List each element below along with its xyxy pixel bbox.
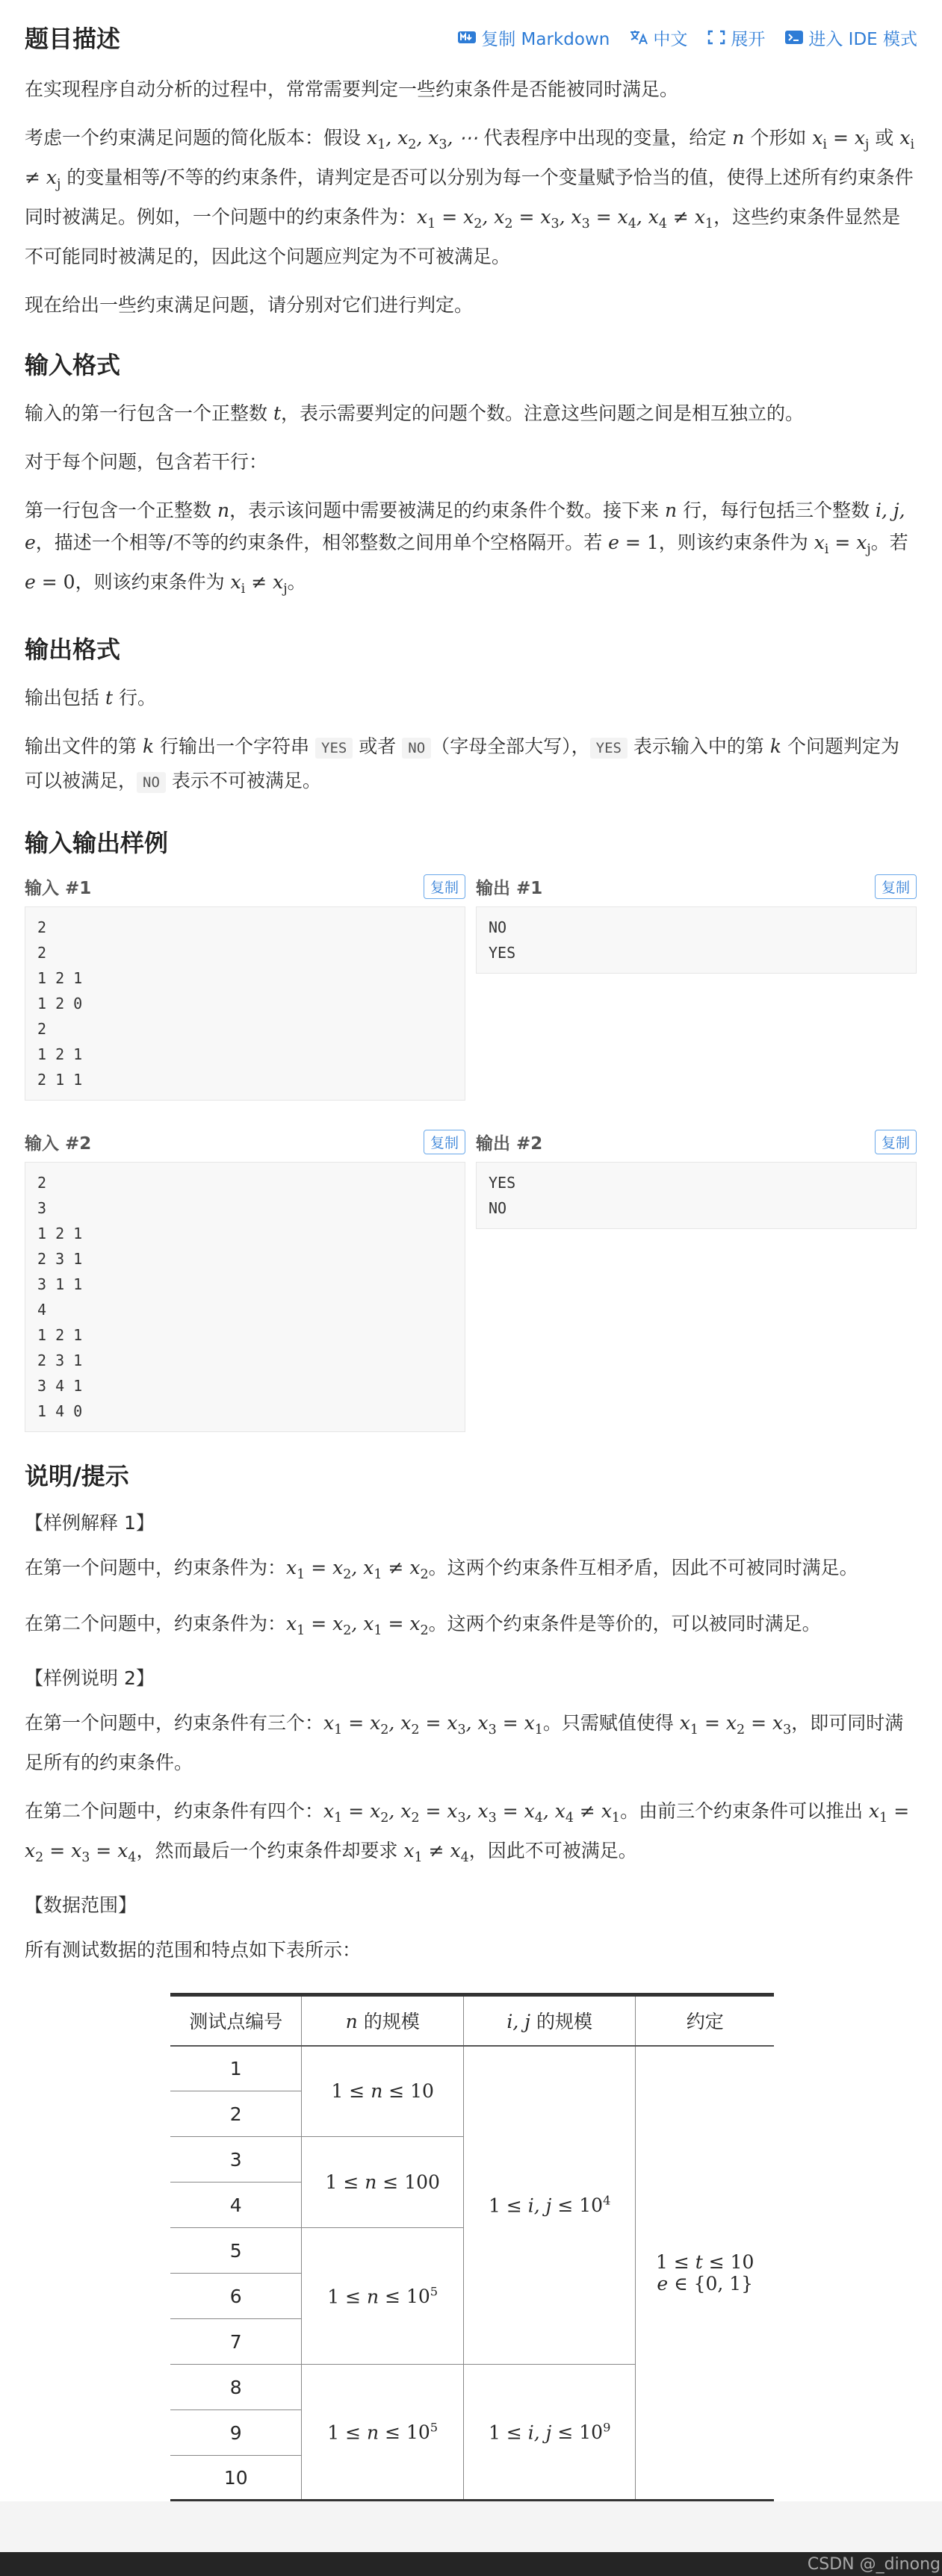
sample-output-2: [476, 1127, 917, 1432]
input-format-paragraph-3: 第一行包含一个正整数 n，表示该问题中需要被满足的约束条件个数。接下来 n 行，每行包括三个整数 i, j, e，描述一个相等/不等的约束条件，相邻整数之间用单个空格隔开。若 e = 1，则该约束条件为 $x_i = x_j$。若 e = 0，则该约束条件为 $x_i \ne x_j$。: [25, 500, 908, 597]
ij-range-cell: 1 ≤ i, $j \le 10^9$: [463, 2365, 636, 2501]
description-paragraph-1: 在实现程序自动分析的过程中，常常需要判定一些约束条件是否能被同时满足。: [25, 78, 679, 100]
toolbar: [457, 25, 917, 50]
table-header-row: [170, 1995, 774, 2046]
hint-paragraph-3: 在第一个问题中，约束条件有三个：$x_1 = x_2$, $x_2 = x_3$, $x_3 = x_1$。只需赋值使得 $x_1 = x_2 = x_3$，即可同时满足所有的约束条件。: [25, 1712, 904, 1773]
table-header-ij: i, j 的规模: [463, 1995, 636, 2046]
hint-paragraph-2: 在第二个问题中，约束条件为：$x_1 = x_2$, $x_1 = x_2$。这两个约束条件是等价的，可以被同时满足。: [25, 1613, 821, 1638]
sample-input-label: 输入 #1: [25, 878, 92, 898]
table-row: [170, 2046, 774, 2091]
table-header-n: n 的规模: [302, 1995, 464, 2046]
samples-title: 输入输出样例: [25, 829, 169, 857]
input-format-section: [25, 346, 917, 606]
n-range-cell: $1 \le n \le 10^5$: [302, 2365, 464, 2501]
sample-pair-1: [25, 872, 917, 1101]
test-id-cell: 7: [170, 2319, 302, 2365]
sample-output-label: 输出 #1: [476, 878, 543, 898]
description-header: [25, 18, 917, 57]
test-id-cell: 10: [170, 2456, 302, 2501]
copy-button[interactable]: 复制: [875, 1130, 917, 1154]
copy-button[interactable]: 复制: [424, 1130, 465, 1154]
constraint-cell: 1 ≤ t ≤ 10 e ∈ {0, 1}: [636, 2046, 774, 2501]
hint-paragraph-1: 在第一个问题中，约束条件为：$x_1 = x_2$, $x_1 \ne x_2$。这两个约束条件互相矛盾，因此不可被同时满足。: [25, 1557, 858, 1582]
sample-output-code[interactable]: YES NO: [476, 1162, 917, 1229]
test-id-cell: 6: [170, 2274, 302, 2319]
test-id-cell: 4: [170, 2183, 302, 2228]
ide-mode-label: 进入 IDE 模式: [808, 29, 917, 49]
n-range-cell: 1 ≤ n ≤ 10: [302, 2046, 464, 2137]
sample-input-label: 输入 #2: [25, 1133, 92, 1154]
bottom-bar: [0, 2552, 942, 2576]
sample-input-code[interactable]: 2 3 1 2 1 2 3 1 3 1 1 4 1 2 1 2 3 1 3 4 1 1 4 0: [25, 1162, 465, 1432]
ij-range-cell: 1 ≤ i, $j \le 10^4$: [463, 2046, 636, 2365]
sample-pair-2: [25, 1127, 917, 1432]
n-range-cell: 1 ≤ n ≤ 100: [302, 2137, 464, 2228]
data-range-intro: 所有测试数据的范围和特点如下表所示：: [25, 1939, 362, 1961]
expand-icon: [707, 29, 726, 46]
expand-label: 展开: [731, 29, 766, 49]
data-range-heading: 【数据范围】: [25, 1894, 137, 1916]
sample-input-code[interactable]: 2 2 1 2 1 1 2 0 2 1 2 1 2 1 1: [25, 906, 465, 1101]
hints-section: [25, 1457, 917, 2503]
test-id-cell: 3: [170, 2137, 302, 2183]
input-format-paragraph-1: 输入的第一行包含一个正整数 t，表示需要判定的问题个数。注意这些问题之间是相互独立的。: [25, 402, 805, 424]
output-format-title: 输出格式: [25, 635, 121, 664]
test-id-cell: 2: [170, 2091, 302, 2137]
watermark: CSDN @_dinong: [807, 2555, 941, 2574]
samples-section: [25, 824, 917, 1432]
input-format-paragraph-2: 对于每个问题，包含若干行：: [25, 451, 268, 473]
sample-explanation-1-heading: 【样例解释 1】: [25, 1512, 155, 1534]
output-format-section: [25, 631, 917, 799]
output-format-paragraph-1: 输出包括 t 行。: [25, 687, 156, 709]
ide-mode-button[interactable]: [784, 25, 917, 50]
table-header-constraint: 约定: [636, 1995, 774, 2046]
page-title: 题目描述: [25, 25, 121, 53]
data-range-table: [170, 1993, 774, 2503]
sample-input-2: [25, 1127, 465, 1432]
language-label: 中文: [653, 29, 688, 49]
test-id-cell: 8: [170, 2365, 302, 2410]
sample-output-code[interactable]: NO YES: [476, 906, 917, 974]
sample-output-label: 输出 #2: [476, 1133, 543, 1154]
n-range-cell: $1 \le n \le 10^5$: [302, 2228, 464, 2365]
hints-title: 说明/提示: [25, 1462, 129, 1490]
sample-input-1: [25, 872, 465, 1101]
problem-content: [25, 18, 917, 2503]
expand-button[interactable]: [707, 25, 765, 50]
copy-button[interactable]: 复制: [424, 874, 465, 899]
description-paragraph-3: 现在给出一些约束满足问题，请分别对它们进行判定。: [25, 294, 474, 316]
terminal-icon: [784, 29, 804, 46]
test-id-cell: 5: [170, 2228, 302, 2274]
copy-markdown-button[interactable]: [457, 25, 610, 50]
markdown-icon: [457, 29, 477, 46]
table-header-id: 测试点编号: [170, 1995, 302, 2046]
test-id-cell: 9: [170, 2410, 302, 2456]
input-format-title: 输入格式: [25, 351, 121, 379]
translate-icon: [629, 29, 648, 46]
hint-paragraph-4: 在第二个问题中，约束条件有四个：$x_1 = x_2$, $x_2 = x_3$, $x_3 = x_4$, $x_4 \ne x_1$。由前三个约束条件可以推出 $x_1 = x_2 = x_3 = x_4$，然而最后一个约束条件却要求 $x_1 \ne x_4$，因此不可被满足。: [25, 1800, 910, 1865]
page-footer-band: [0, 2501, 942, 2552]
copy-button[interactable]: 复制: [875, 874, 917, 899]
output-format-paragraph-2: 输出文件的第 k 行输出一个字符串 YES 或者 NO （字母全部大写）， YES 表示输入中的第 k 个问题判定为可以被满足， NO 表示不可被满足。: [25, 735, 899, 791]
sample-output-1: [476, 872, 917, 1101]
description-paragraph-2: 考虑一个约束满足问题的简化版本：假设 $x_1$, $x_2$, $x_3$, ⋯ 代表程序中出现的变量，给定 n 个形如 $x_i = x_j$ 或 $x_i \ne x_j$ 的变量相等/不等的约束条件，请判定是否可以分别为每一个变量赋予恰当的值，使得上述所有约束条件同时被满足。例如，一个问题中的约束条件为：$x_1 = x_2$, $x_2 = x_3$, $x_3 = x_4$, $x_4 \ne x_1$，这些约束条件显然是不可能同时被满足的，因此这个问题应判定为不可被满足。: [25, 127, 915, 267]
sample-explanation-2-heading: 【样例说明 2】: [25, 1667, 155, 1689]
test-id-cell: 1: [170, 2046, 302, 2091]
language-button[interactable]: [629, 25, 687, 50]
copy-markdown-label: 复制 Markdown: [481, 29, 610, 49]
